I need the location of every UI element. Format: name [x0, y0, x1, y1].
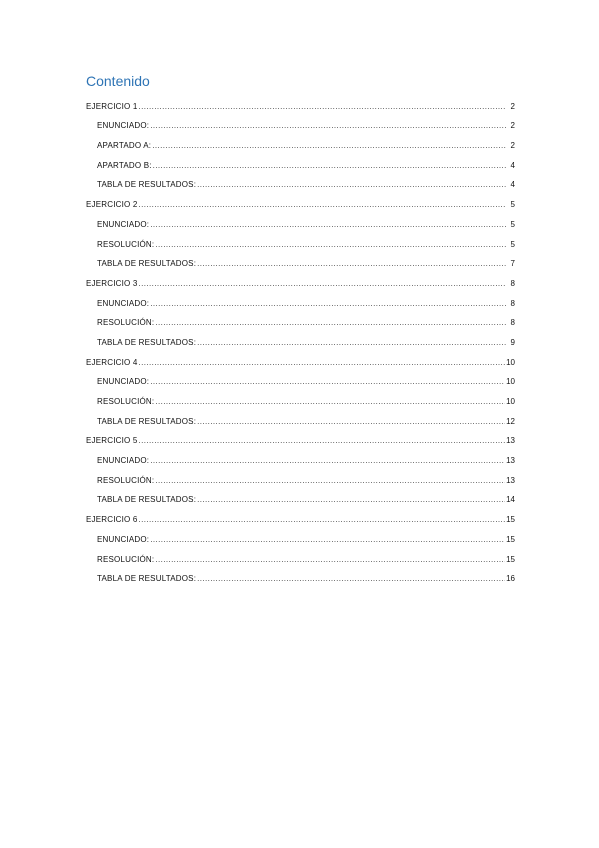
toc-dot-leader	[150, 121, 506, 130]
toc-dot-leader	[150, 220, 506, 229]
toc-entry-label: TABLA DE RESULTADOS:	[97, 495, 197, 505]
toc-entry-page-number: 14	[506, 495, 515, 505]
toc-entry-page-number: 5	[510, 239, 515, 249]
toc-entry-section[interactable]	[86, 485, 515, 505]
toc-entry-label: RESOLUCIÓN:	[97, 475, 155, 485]
toc-entry-page-number: 5	[510, 200, 515, 210]
toc-entry-section[interactable]	[86, 445, 515, 465]
toc-dot-leader	[155, 318, 506, 327]
toc-entry-label: ENUNCIADO:	[97, 377, 150, 387]
toc-dot-leader	[155, 476, 505, 485]
toc-entry-section[interactable]	[86, 524, 515, 544]
toc-dot-leader	[197, 180, 506, 189]
toc-entry-label: ENUNCIADO:	[97, 121, 150, 131]
toc-entry-page-number: 15	[506, 534, 515, 544]
toc-entry-section[interactable]	[86, 327, 515, 347]
toc-dot-leader	[197, 338, 506, 347]
toc-entry-page-number: 8	[510, 278, 515, 288]
toc-entry-section[interactable]	[86, 406, 515, 426]
toc-entry-label: RESOLUCIÓN:	[97, 318, 155, 328]
toc-dot-leader	[150, 377, 505, 386]
toc-dot-leader	[150, 299, 506, 308]
toc-entry-section[interactable]	[86, 386, 515, 406]
toc-dot-leader	[197, 495, 505, 504]
toc-entry-chapter[interactable]	[86, 347, 515, 367]
toc-entry-label: TABLA DE RESULTADOS:	[97, 337, 197, 347]
toc-title: Contenido	[86, 73, 150, 89]
toc-entry-label: RESOLUCIÓN:	[97, 397, 155, 406]
toc-entry-label: EJERCICIO 2	[86, 200, 138, 210]
toc-entry-label: RESOLUCIÓN:	[97, 554, 155, 564]
toc-dot-leader	[139, 358, 506, 367]
toc-entry-section[interactable]	[86, 130, 515, 150]
toc-entry-page-number: 4	[510, 160, 515, 170]
toc-entry-page-number: 2	[510, 141, 515, 151]
toc-entry-section[interactable]	[86, 564, 515, 584]
toc-entry-label: TABLA DE RESULTADOS:	[97, 416, 197, 426]
toc-entry-page-number: 13	[506, 436, 515, 446]
toc-entry-page-number: 2	[510, 121, 515, 131]
toc-entry-label: ENUNCIADO:	[97, 534, 150, 544]
toc-entry-page-number: 13	[506, 456, 515, 466]
toc-entry-label: RESOLUCIÓN:	[97, 239, 155, 249]
toc-entry-section[interactable]	[86, 229, 515, 249]
toc-entry-page-number: 15	[506, 554, 515, 564]
toc-entry-section[interactable]	[86, 150, 515, 170]
toc-entry-section[interactable]	[86, 367, 515, 387]
toc-dot-leader	[139, 436, 506, 445]
toc-entry-label: ENUNCIADO:	[97, 219, 150, 229]
toc-entry-chapter[interactable]	[86, 504, 515, 524]
toc-entry-page-number: 15	[506, 515, 515, 525]
toc-entry-page-number: 10	[506, 357, 515, 367]
toc-entry-section[interactable]	[86, 544, 515, 564]
toc-entry-section[interactable]	[86, 209, 515, 229]
toc-dot-leader	[153, 161, 506, 170]
toc-entry-section[interactable]	[86, 288, 515, 308]
toc-entry-label: EJERCICIO 1	[86, 101, 138, 111]
toc-dot-leader	[197, 574, 505, 583]
toc-entry-page-number: 2	[510, 101, 515, 111]
toc-dot-leader	[139, 102, 506, 111]
toc-entry-chapter[interactable]	[86, 268, 515, 288]
toc-dot-leader	[152, 141, 506, 150]
toc-entry-label: ENUNCIADO:	[97, 456, 150, 466]
toc-dot-leader	[197, 417, 505, 426]
toc-entry-page-number: 4	[510, 180, 515, 190]
toc-dot-leader	[150, 456, 505, 465]
toc-entry-page-number: 9	[510, 337, 515, 347]
toc-entry-chapter[interactable]	[86, 426, 515, 446]
toc-entry-label: EJERCICIO 3	[86, 278, 138, 288]
toc-entry-page-number: 10	[506, 397, 515, 406]
toc-entry-label: EJERCICIO 6	[86, 515, 138, 525]
toc-entry-label: TABLA DE RESULTADOS:	[97, 259, 197, 269]
toc-entry-label: TABLA DE RESULTADOS:	[97, 574, 197, 584]
toc-dot-leader	[150, 535, 505, 544]
toc-entry-chapter[interactable]	[86, 189, 515, 209]
toc-entry-chapter[interactable]	[86, 91, 515, 111]
toc-dot-leader	[139, 515, 506, 524]
table-of-contents	[86, 91, 515, 583]
toc-entry-label: EJERCICIO 4	[86, 357, 138, 367]
toc-entry-label: EJERCICIO 5	[86, 436, 138, 446]
toc-entry-page-number: 16	[506, 574, 515, 584]
toc-entry-section[interactable]	[86, 249, 515, 269]
toc-entry-page-number: 8	[510, 318, 515, 328]
toc-entry-label: TABLA DE RESULTADOS:	[97, 180, 197, 190]
toc-entry-label: APARTADO B:	[97, 160, 152, 170]
toc-entry-page-number: 13	[506, 475, 515, 485]
toc-entry-section[interactable]	[86, 111, 515, 131]
toc-entry-label: ENUNCIADO:	[97, 298, 150, 308]
toc-entry-page-number: 10	[506, 377, 515, 387]
toc-entry-page-number: 7	[510, 259, 515, 269]
toc-dot-leader	[197, 259, 506, 268]
toc-dot-leader	[155, 240, 506, 249]
toc-dot-leader	[139, 279, 506, 288]
toc-dot-leader	[155, 397, 505, 406]
toc-entry-label: APARTADO A:	[97, 141, 152, 151]
toc-entry-section[interactable]	[86, 308, 515, 328]
toc-entry-page-number: 5	[510, 219, 515, 229]
toc-entry-page-number: 12	[506, 416, 515, 426]
toc-dot-leader	[155, 555, 505, 564]
toc-dot-leader	[139, 200, 506, 209]
toc-entry-section[interactable]	[86, 170, 515, 190]
toc-entry-section[interactable]	[86, 465, 515, 485]
toc-entry-page-number: 8	[510, 298, 515, 308]
